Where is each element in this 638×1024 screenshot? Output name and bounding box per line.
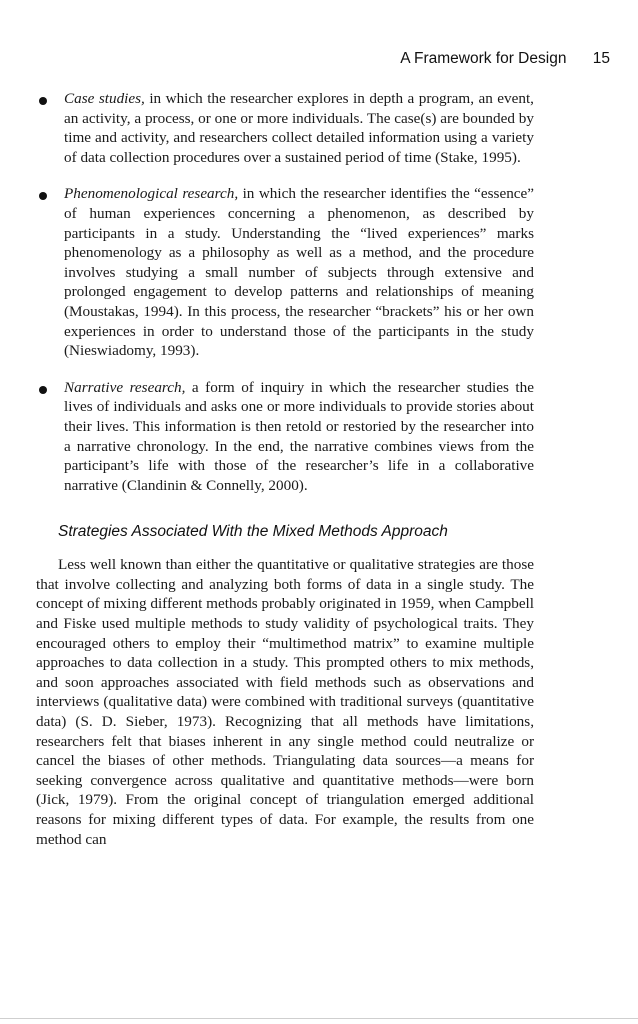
bullet-paragraph (64, 378, 534, 496)
bullet-dot-icon (39, 386, 47, 394)
running-header-title: A Framework for Design (400, 50, 567, 67)
bullet-dot-icon (39, 97, 47, 105)
bullet-term: Phenomenological research, (64, 185, 239, 203)
page-body (36, 89, 534, 849)
bullet-paragraph (64, 89, 534, 167)
bullet-item-narrative-research (36, 378, 534, 496)
section-heading: Strategies Associated With the Mixed Methods Approach (58, 523, 448, 541)
bullet-text: a form of inquiry in which the researcher studies the lives of individuals and asks one or more individuals to provide stories about their lives. This information is then retold or restoried by the researcher into a narrative chronology. In the end, the narrative combines views from the participant’s life with those of the researcher’s life in a collaborative narrative (Clandinin & Connelly, 2000). (64, 378, 534, 494)
bullet-text: in which the researcher identifies the “essence” of human experiences concerning a phenomenon, as described by participants in a study. Understanding the “lived experiences” marks phenomenology as a philosophy as well as a method, and the procedure involves studying a small number of subjects through extensive and prolonged engagement to develop patterns and relationships of meaning (Moustakas, 1994). In this process, the researcher “brackets” his or her own experiences in order to understand those of the participants in the study (Nieswiadomy, 1993). (64, 185, 535, 360)
running-header (400, 50, 610, 68)
bullet-text: in which the researcher explores in depth a program, an event, an activity, a process, or one or more individuals. The case(s) are bounded by time and activity, and researchers collect detailed information using a variety of data collection procedures over a sustained period of time (Stake, 1995). (64, 90, 534, 166)
bullet-dot-icon (39, 192, 47, 200)
page-bottom-divider (0, 1018, 638, 1019)
bullet-term: Narrative research, (64, 378, 186, 396)
bullet-item-phenomenological-research (36, 184, 534, 360)
body-paragraph: Less well known than either the quantitative or qualitative strategies are those that involve collecting and analyzing both forms of data in a single study. The concept of mixing different methods probably originated in 1959, when Campbell and Fiske used multiple methods to study validity of psychological traits. They encouraged others to employ their “multimethod matrix” to examine multiple approaches to data collection in a study. This prompted others to mix methods, and soon approaches associated with field methods such as observations and interviews (qualitative data) were combined with traditional surveys (quantitative data) (S. D. Sieber, 1973). Recognizing that all methods have limitations, researchers felt that biases inherent in any single method could neutralize or cancel the biases of other methods. Triangulating data sources—a means for seeking convergence across qualitative and quantitative methods—were born (Jick, 1979). From the original concept of triangulation emerged additional reasons for mixing different types of data. For example, the results from one method can (36, 556, 534, 848)
bullet-item-case-studies (36, 89, 534, 167)
bullet-term: Case studies, (64, 90, 145, 107)
page-number: 15 (592, 50, 610, 67)
bullet-paragraph (64, 184, 534, 360)
